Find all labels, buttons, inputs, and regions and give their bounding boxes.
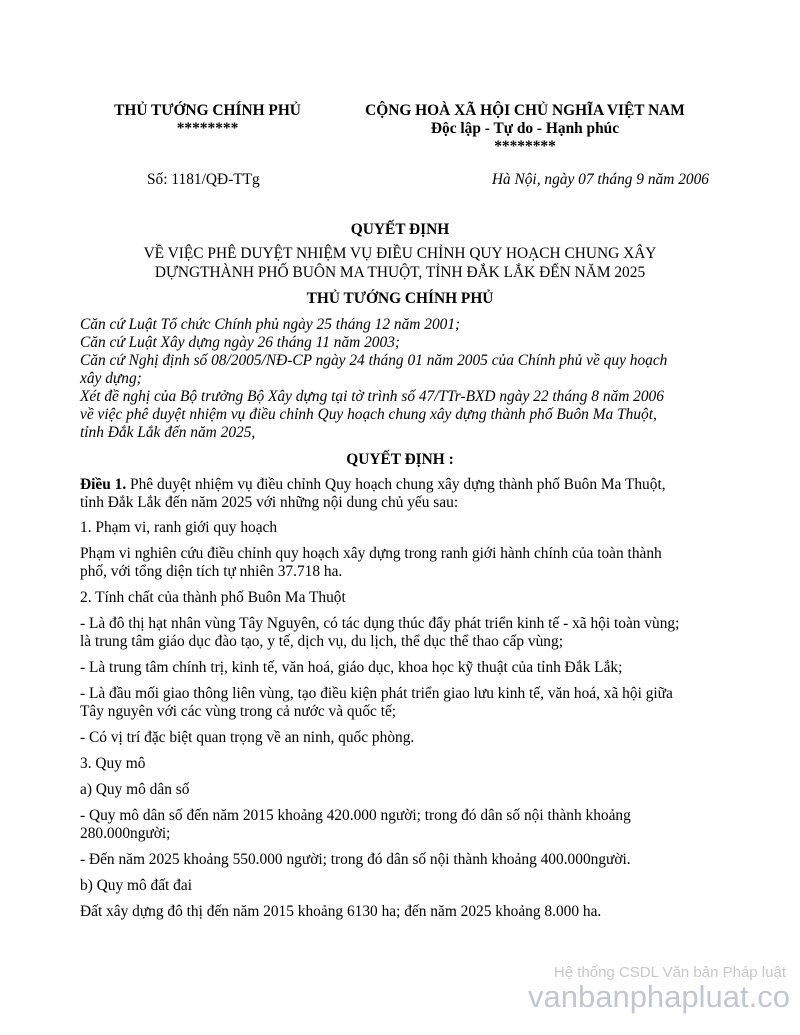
section-3a-item-1: - Quy mô dân số đến năm 2015 khoảng 420.000 người; trong đó dân số nội thành khoảng 280.000người;	[80, 807, 631, 842]
section-2-item-a: - Là đô thị hạt nhân vùng Tây Nguyên, có tác dụng thúc đẩy phát triển kinh tế - xã hội toàn vùng; là trung tâm giáo dục đào tạo, y tế, dịch vụ, du lịch, thể dục thể thao cấp vùng;	[80, 615, 680, 650]
section-2-item-d: - Có vị trí đặc biệt quan trọng về an ninh, quốc phòng.	[80, 729, 415, 746]
section-3-heading: 3. Quy mô	[80, 755, 146, 772]
section-3b-item-1: Đất xây dựng đô thị đến năm 2015 khoảng 6130 ha; đến năm 2025 khoảng 8.000 ha.	[80, 903, 602, 920]
watermark-site: vanbanphapluat.co	[527, 979, 790, 1014]
section-1-heading: 1. Phạm vi, ranh giới quy hoạch	[80, 519, 278, 536]
section-1-text: Phạm vi nghiên cứu điều chỉnh quy hoạch xây dựng trong ranh giới hành chính của toàn thành phố, với tổng diện tích tự nhiên 37.718 ha.	[80, 545, 662, 580]
document-number: Số: 1181/QĐ-TTg	[147, 171, 260, 188]
article-1-text-cont: tỉnh Đắk Lắk đến năm 2025 với những nội dung chủ yếu sau:	[80, 494, 459, 511]
document-subtitle-line-1: VỀ VIỆC PHÊ DUYỆT NHIỆM VỤ ĐIỀU CHỈNH QUY HOẠCH CHUNG XÂY	[143, 245, 657, 262]
section-3b-heading: b) Quy mô đất đai	[80, 877, 192, 894]
section-3a-heading: a) Quy mô dân số	[80, 781, 190, 798]
article-1-text: Phê duyệt nhiệm vụ điều chỉnh Quy hoạch chung xây dựng thành phố Buôn Ma Thuột,	[126, 476, 666, 493]
section-2-heading: 2. Tính chất của thành phố Buôn Ma Thuột	[80, 589, 346, 606]
document-title: QUYẾT ĐỊNH	[350, 221, 450, 238]
watermark-caption: Hệ thống CSDL Văn bản Pháp luật	[553, 964, 786, 981]
preamble-line: tỉnh Đắk Lắk đến năm 2025,	[80, 424, 256, 441]
national-motto: Độc lập - Tự do - Hạnh phúc	[430, 120, 620, 137]
national-title-block	[320, 102, 730, 156]
issuer-stars: ********	[176, 120, 239, 137]
place-date: Hà Nội, ngày 07 tháng 9 năm 2006	[491, 171, 709, 188]
issuer-name: THỦ TƯỚNG CHÍNH PHỦ	[114, 102, 301, 119]
document-subtitle-line-2: DỰNGTHÀNH PHỐ BUÔN MA THUỘT, TỈNH ĐẮK LẮK ĐẾN NĂM 2025	[154, 264, 646, 281]
preamble	[80, 316, 720, 442]
national-stars: ********	[494, 138, 556, 155]
section-2-item-b: - Là trung tâm chính trị, kinh tế, văn hoá, giáo dục, khoa học kỹ thuật của tỉnh Đắk Lắk;	[80, 659, 623, 676]
authority-heading: THỦ TƯỚNG CHÍNH PHỦ	[306, 290, 494, 307]
article-1-label: Điều 1.	[80, 476, 127, 493]
preamble-line: xây dựng;	[80, 370, 142, 387]
issuer-block	[100, 102, 315, 138]
preamble-line: Căn cứ Luật Xây dựng ngày 26 tháng 11 năm 2003;	[80, 334, 401, 351]
national-title: CỘNG HOÀ XÃ HỘI CHỦ NGHĨA VIỆT NAM	[365, 102, 685, 119]
article-1	[80, 476, 720, 512]
preamble-line: Căn cứ Nghị định số 08/2005/NĐ-CP ngày 24 tháng 01 năm 2005 của Chính phủ về quy hoạch	[80, 352, 668, 369]
section-3a-item-2: - Đến năm 2025 khoảng 550.000 người; trong đó dân số nội thành khoảng 400.000người.	[80, 851, 631, 868]
preamble-line: Xét đề nghị của Bộ trưởng Bộ Xây dựng tại tờ trình số 47/TTr-BXD ngày 22 tháng 8 năm 2006	[80, 388, 664, 405]
decision-heading: QUYẾT ĐỊNH :	[346, 451, 454, 468]
preamble-line: Căn cứ Luật Tổ chức Chính phủ ngày 25 tháng 12 năm 2001;	[80, 316, 461, 333]
preamble-line: về việc phê duyệt nhiệm vụ điều chỉnh Quy hoạch chung xây dựng thành phố Buôn Ma Thuột,	[80, 406, 657, 423]
section-2-item-c: - Là đầu mối giao thông liên vùng, tạo điều kiện phát triển giao lưu kinh tế, văn hoá, xã hội giữa Tây nguyên với các vùng trong cả nước và quốc tế;	[80, 685, 673, 720]
